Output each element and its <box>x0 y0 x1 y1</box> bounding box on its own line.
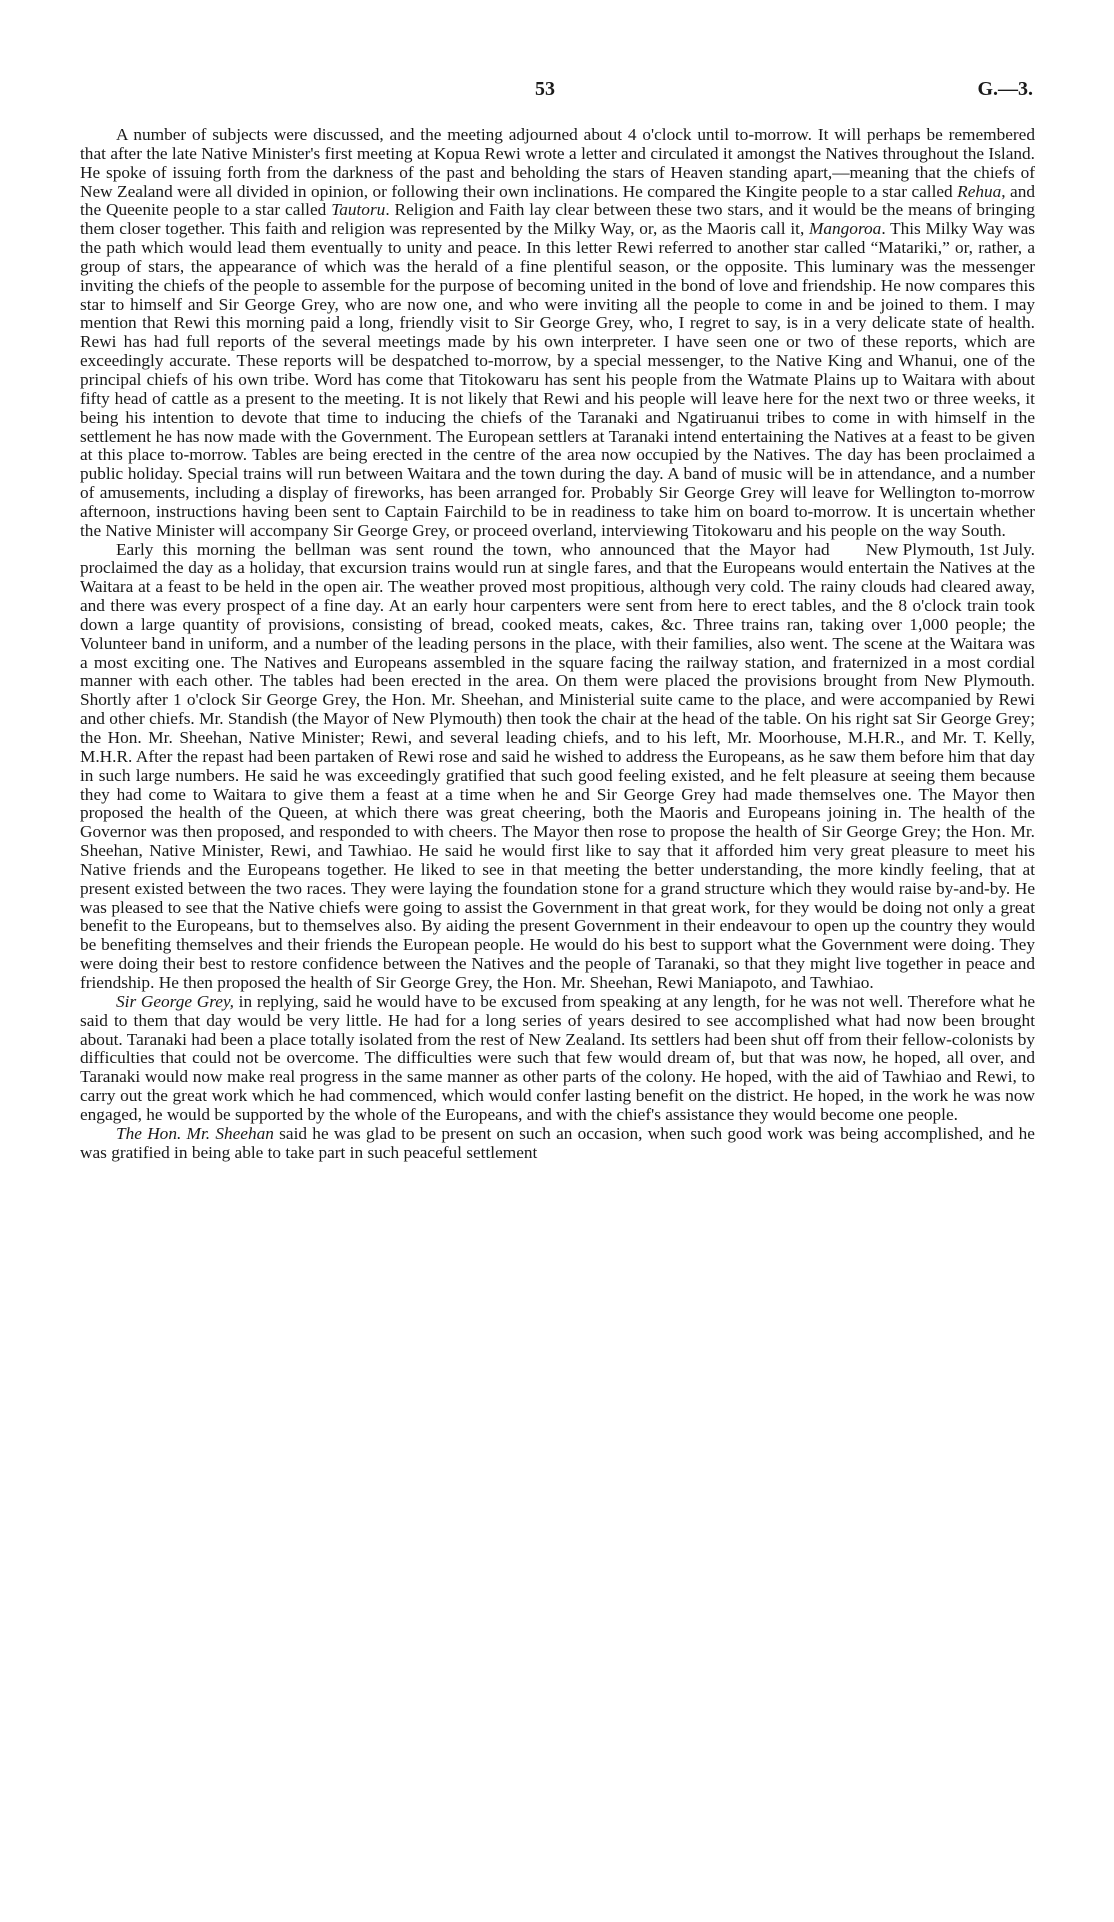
speaker-name: The Hon. Mr. Sheehan <box>116 1123 274 1143</box>
paragraph-meeting-report <box>80 125 1035 559</box>
milky-way-name-mangoroa: Mangoroa <box>808 219 882 239</box>
dateline: New Plymouth, 1st July. <box>865 539 1035 559</box>
page-header <box>80 78 1035 108</box>
document-page <box>80 0 1035 1922</box>
paragraph-text: . Religion and Faith lay clear between these two stars, and it would be the means of bringing them closer together. This faith and religion was represented by the Milky Way, or, as the Maoris call it, <box>80 200 1035 239</box>
paragraph-text: , and the Queenite people to a star called <box>80 181 1035 220</box>
paragraph-text: in replying, said he would have to be excused from speaking at any length, for he was not well. Therefore what he said to them that day would be very little. He had for a long series of years desired to see accomplished what had now been brought about. Taranaki had been a place totally isolated from the rest of New Zealand. Its settlers had been shut off from their fellow-colonists by difficulties that could not be overcome. The difficulties were such that few would dream of, but that was now, he hoped, all over, and Taranaki would now make real progress in the same manner as other parts of the colony. He hoped, with the aid of Tawhiao and Rewi, to carry out the great work which he had commenced, which would confer lasting benefit on the district. He hoped, in the work he was now engaged, he would be supported by the whole of the Europeans, and with the chief's assistance they would become one people. <box>80 991 1036 1124</box>
paragraph-grey-reply <box>80 993 1035 1125</box>
paragraph-sheehan-speech <box>80 1125 1035 1163</box>
star-name-tautoru: Tautoru <box>331 200 386 220</box>
paragraph-text: Early this morning the bellman was sent round the town, who announced that the Mayor had proclaimed the day as a holiday, that excursion trains would run at single fares, and that the Europeans would entertain the Natives at the Waitara at a feast to be held in the open air. The weather proved most propitious, although very cold. The rainy clouds had cleared away, and there was every prospect of a fine day. At an early hour carpenters were sent from here to erect tables, and the 8 o'clock train took down a large quantity of provisions, consisting of bread, cooked meats, cakes, &c. Three trains ran, taking over 1,000 people; the Volunteer band in uniform, and a number of the leading persons in the place, with their families, also went. The scene at the Waitara was a most exciting one. The Natives and Europeans assembled in the square facing the railway station, and fraternized in a most cordial manner with each other. The tables had been erected in the area. On them were placed the provisions brought from New Plymouth. Shortly after 1 o'clock Sir George Grey, the Hon. Mr. Sheehan, and Ministerial suite came to the place, and were accompanied by Rewi and other chiefs. Mr. Standish (the Mayor of New Plymouth) then took the chair at the head of the table. On his right sat Sir George Grey; the Hon. Mr. Sheehan, Native Minister; Rewi, and several leading chiefs, and to his left, Mr. Moorhouse, M.H.R., and Mr. T. Kelly, M.H.R. After the repast had been partaken of Rewi rose and said he wished to address the Europeans, as he saw them before him that day in such large numbers. He said he was exceedingly gratified that such good feeling existed, and he felt pleasure at seeing them because they had come to Waitara to give them a feast at a time when he and Sir George Grey had made themselves one. The Mayor then proposed the health of the Queen, at which there was great cheering, both the Maoris and Europeans joining in. The health of the Governor was then proposed, and responded to with cheers. The Mayor then rose to propose the health of Sir George Grey; the Hon. Mr. Sheehan, Native Minister, Rewi, and Tawhiao. He said he would first like to say that it afforded him very great pleasure to meet his Native friends and the Europeans together. He liked to see in that meeting the better understanding, the more kindly feeling, that at present existed between the two races. They were laying the foundation stone for a grand structure which they would raise by-and-by. He was pleased to see that the Native chiefs were going to assist the Government in that great work, for they would be doing not only a great benefit to the Europeans, but to themselves also. By aiding the present Government in their endeavour to open up the country they would be benefiting themselves and their friends the European people. He would do his best to support what the Government were doing. They were doing their best to restore confidence between the Natives and the people of Taranaki, so that they might live together in peace and friendship. He then proposed the health of Sir George Grey, the Hon. Mr. Sheehan, Rewi Maniapoto, and Tawhiao. <box>80 539 1035 992</box>
paragraph-text: said he was glad to be present on such an occasion, when such good work was being accomplished, and he was gratified in being able to take part in such peaceful settlement <box>80 1123 1035 1162</box>
article-body <box>80 126 1035 1162</box>
speaker-name: Sir George Grey, <box>116 991 234 1011</box>
star-name-rehua: Rehua <box>957 181 1002 201</box>
document-reference: G.—3. <box>977 78 1033 100</box>
page-number: 53 <box>535 78 555 100</box>
paragraph-text: . This Milky Way was the path which would lead them eventually to unity and peace. In this letter Rewi referred to another star called “Matariki,” or, rather, a group of stars, the appearance of which was the herald of a fine plentiful season, or the opposite. This luminary was the messenger inviting the chiefs of the people to assemble for the purpose of becoming united in the bond of love and friendship. He now compares this star to himself and Sir George Grey, who are now one, and who were inviting all the people to come in and be joined to them. I may mention that Rewi this morning paid a long, friendly visit to Sir George Grey, who, I regret to say, is in a very delicate state of health. Rewi has had full reports of the several meetings made by his own interpreter. I have seen one or two of these reports, which are exceedingly accurate. These reports will be despatched to-morrow, by a special messenger, to the Native King and Whanui, one of the principal chiefs of his own tribe. Word has come that Titokowaru has sent his people from the Watmate Plains up to Waitara with about fifty head of cattle as a present to the meeting. It is not likely that Rewi and his people will leave here for the next two or three weeks, it being his intention to devote that time to inducing the chiefs of the Taranaki and Ngatiruanui tribes to come in with himself in the settlement he has now made with the Government. The European settlers at Taranaki intend entertaining the Natives at a feast to be given at this place to-morrow. Tables are being erected in the centre of the area now occupied by the Natives. The day has been proclaimed a public holiday. Special trains will run between Waitara and the town during the day. A band of music will be in attendance, and a number of amusements, including a display of fireworks, has been arranged for. Probably Sir George Grey will leave for Wellington to-morrow afternoon, instructions having been sent to Captain Fairchild to be in readiness to take him on board to-morrow. It is uncertain whether the Native Minister will accompany Sir George Grey, or proceed overland, interviewing Titokowaru and his people on the way South. <box>80 219 1035 540</box>
paragraph-text: A number of subjects were discussed, and the meeting adjourned about 4 o'clock until to-morrow. It will perhaps be remembered that after the late Native Minister's first meeting at Kopua Rewi wrote a letter and circulated it amongst the Natives throughout the Island. He spoke of issuing forth from the darkness of the past and beholding the stars of Heaven standing apart,—meaning that the chiefs of New Zealand were all divided in opinion, or following their own inclinations. He compared the Kingite people to a star called <box>80 125 1035 201</box>
paragraph-feast-at-waitara <box>80 541 1035 993</box>
